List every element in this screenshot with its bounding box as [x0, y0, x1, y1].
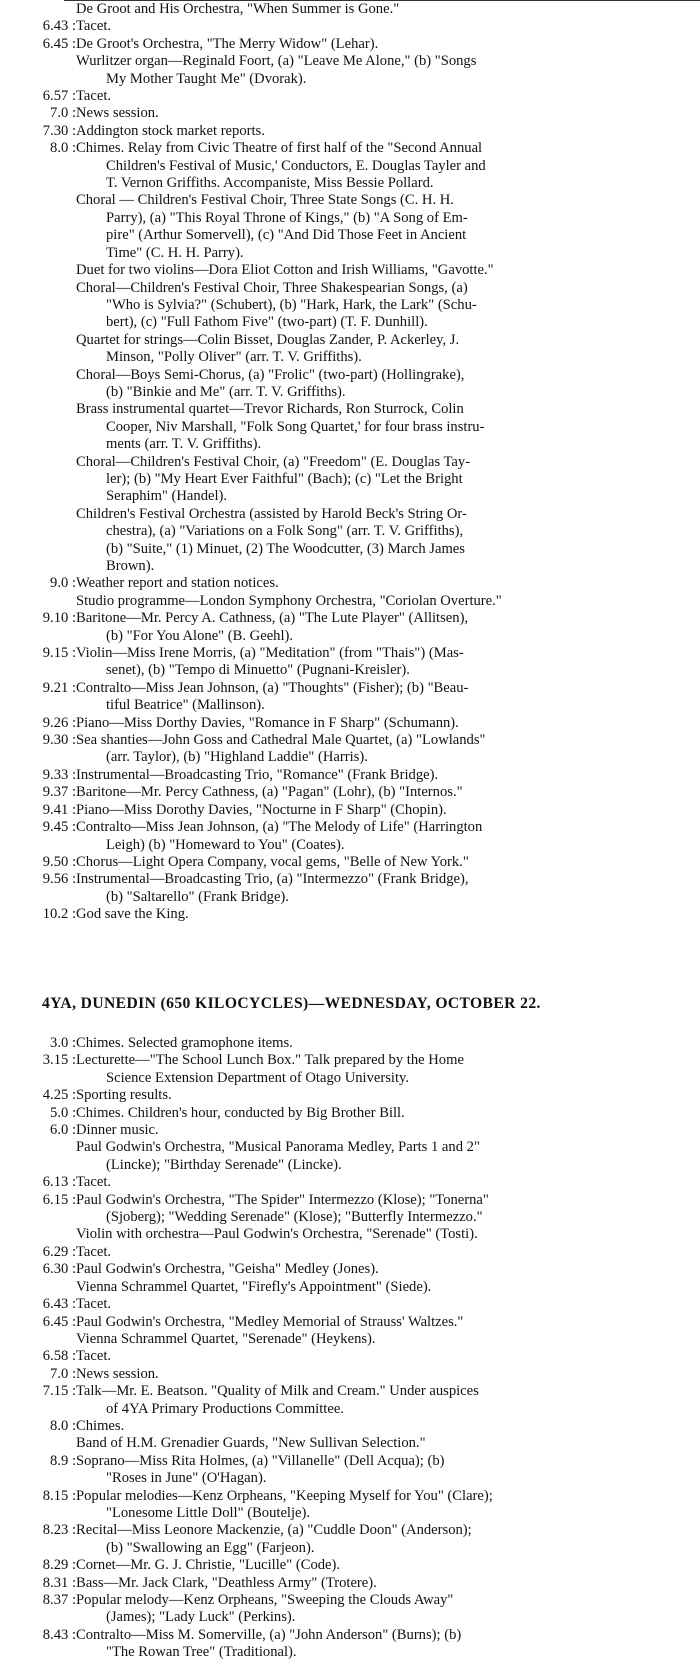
entry-time: 7.15 : [42, 1383, 76, 1400]
entry-line: Paul Godwin's Orchestra, "Musical Panorama Medley, Parts 1 and 2" [76, 1139, 480, 1156]
entry-text [76, 1488, 692, 1523]
entry-text [76, 1592, 692, 1627]
programme-entry [0, 401, 700, 453]
entry-text [76, 262, 692, 279]
entry-text [76, 140, 692, 192]
entry-text [76, 854, 692, 871]
entry-time: 8.0 : [50, 1417, 76, 1434]
entry-line: Leigh) (b) "Homeward to You" (Coates). [106, 836, 345, 853]
programme-entry [0, 1192, 700, 1227]
programme-entry [0, 367, 700, 402]
entry-line: Brass instrumental quartet—Trevor Richards, Ron Sturrock, Colin [76, 401, 464, 418]
entry-text [76, 610, 692, 645]
entry-time: 6.13 : [42, 1174, 76, 1191]
entry-text [76, 401, 692, 453]
entry-line: Vienna Schrammel Quartet, "Firefly's Appointment" (Siede). [76, 1278, 432, 1295]
entry-line: Seraphim" (Handel). [106, 488, 228, 505]
entry-line: Instrumental—Broadcasting Trio, "Romance" (Frank Bridge). [76, 766, 439, 783]
entry-time: 8.15 : [42, 1487, 76, 1504]
entry-line: Chimes. Relay from Civic Theatre of first half of the "Second Annual [76, 140, 483, 157]
entry-text [76, 280, 692, 332]
entry-time: 6.45 : [42, 1313, 76, 1330]
entry-line: News session. [76, 1365, 159, 1382]
entry-time: 9.45 : [42, 819, 76, 836]
programme-entry [0, 1139, 700, 1174]
entry-text [76, 906, 692, 923]
entry-time: 9.41 : [42, 801, 76, 818]
entry-text [76, 1627, 692, 1662]
entry-time: 6.45 : [42, 35, 76, 52]
entry-text [76, 1122, 692, 1139]
entry-time: 8.37 : [42, 1592, 76, 1608]
entry-line: My Mother Taught Me" (Dvorak). [106, 70, 307, 87]
entry-line: Cornet—Mr. G. J. Christie, "Lucille" (Code). [76, 1557, 341, 1574]
entry-line: ments (arr. T. V. Griffiths). [106, 436, 262, 453]
entry-line: Vienna Schrammel Quartet, "Serenade" (Heykens). [76, 1330, 376, 1347]
programme-entry [0, 715, 700, 732]
programme-entry [0, 1366, 700, 1383]
entry-text [76, 36, 692, 53]
programme-entry [0, 854, 700, 871]
programme-entry [0, 1522, 700, 1557]
entry-text [76, 680, 692, 715]
entry-line: Tacet. [76, 1348, 112, 1365]
entry-time: 9.50 : [42, 853, 76, 870]
entry-text [76, 1418, 692, 1435]
entry-line: Recital—Miss Leonore Mackenzie, (a) "Cuddle Doon" (Anderson); [76, 1522, 472, 1539]
entry-line: Tacet. [76, 88, 112, 105]
entry-time: 9.56 : [42, 871, 76, 888]
entry-text [76, 88, 692, 105]
entry-line: bert), (c) "Full Fathom Five" (two-part) (T. F. Dunhill). [106, 314, 428, 331]
entry-line: (James); "Lady Luck" (Perkins). [106, 1609, 296, 1626]
entry-time: 8.31 : [42, 1574, 76, 1591]
entry-line: Tacet. [76, 1243, 112, 1260]
entry-line: Lecturette—"The School Lunch Box." Talk prepared by the Home [76, 1052, 464, 1069]
entry-line: (b) "Suite," (1) Minuet, (2) The Woodcutter, (3) March James [106, 540, 465, 557]
entry-text [76, 1331, 692, 1348]
programme-entry [0, 610, 700, 645]
programme-entry [0, 680, 700, 715]
entry-line: Piano—Miss Dorthy Davies, "Romance in F Sharp" (Schumann). [76, 714, 459, 731]
entry-time: 6.30 : [42, 1261, 76, 1278]
entry-text [76, 192, 692, 262]
entry-text [76, 18, 692, 35]
entry-line: "Roses in June" (O'Hagan). [106, 1470, 267, 1487]
entry-line: tiful Beatrice" (Mallinson). [106, 697, 265, 714]
entry-line: T. Vernon Griffiths. Accompaniste, Miss Bessie Pollard. [106, 175, 434, 192]
entry-text [76, 506, 692, 576]
entry-line: Bass—Mr. Jack Clark, "Deathless Army" (Trotere). [76, 1574, 377, 1591]
programme-entry [0, 1592, 700, 1627]
entry-line: Popular melodies—Kenz Orpheans, "Keeping Myself for You" (Clare); [76, 1487, 493, 1504]
entry-time: 8.29 : [42, 1557, 76, 1574]
programme-entry [0, 53, 700, 88]
entry-line: Piano—Miss Dorothy Davies, "Nocturne in F Sharp" (Chopin). [76, 801, 447, 818]
entry-time: 9.21 : [42, 679, 76, 696]
entry-time: 5.0 : [50, 1104, 76, 1121]
programme-entry [0, 1105, 700, 1122]
entry-line: Contralto—Miss Jean Johnson, (a) "The Melody of Life" (Harrington [76, 819, 483, 836]
entry-text [76, 802, 692, 819]
entry-time: 6.58 : [42, 1348, 76, 1365]
entry-text [76, 1383, 692, 1418]
programme-entry [0, 802, 700, 819]
entry-line: Quartet for strings—Colin Bisset, Douglas Zander, P. Ackerley, J. [76, 331, 460, 348]
programme-entry [0, 454, 700, 506]
entry-line: Contralto—Miss M. Somerville, (a) "John Anderson" (Burns); (b) [76, 1626, 462, 1643]
entry-text [76, 1314, 692, 1331]
programme-entry [0, 1331, 700, 1348]
entry-text [76, 1366, 692, 1383]
programme-entry [0, 1575, 700, 1592]
entry-line: Choral—Children's Festival Choir, Three Shakespearian Songs, (a) [76, 279, 468, 296]
programme-entry [0, 784, 700, 801]
programme-entry [0, 1035, 700, 1052]
programme-entry [0, 262, 700, 279]
entry-text [76, 819, 692, 854]
entry-line: Parry), (a) "This Royal Throne of Kings," (b) "A Song of Em- [106, 209, 468, 226]
programme-entry [0, 575, 700, 592]
station-heading: 4YA, DUNEDIN (650 KILOCYCLES)—WEDNESDAY, OCTOBER 22. [42, 995, 541, 1012]
entry-line: (b) "Swallowing an Egg" (Farjeon). [106, 1539, 315, 1556]
entry-line: De Groot and His Orchestra, "When Summer is Gone." [76, 1, 400, 17]
entry-text [76, 1226, 692, 1243]
entry-time: 8.23 : [42, 1522, 76, 1539]
entry-time: 6.0 : [50, 1122, 76, 1139]
programme-entry [0, 1383, 700, 1418]
entry-line: Paul Godwin's Orchestra, "Geisha" Medley (Jones). [76, 1261, 379, 1278]
entry-line: chestra), (a) "Variations on a Folk Song" (arr. T. V. Griffiths), [106, 523, 464, 540]
entry-text [76, 715, 692, 732]
entry-text [76, 53, 692, 88]
programme-entry [0, 1314, 700, 1331]
entry-time: 9.30 : [42, 732, 76, 749]
entry-text [76, 784, 692, 801]
entry-text [76, 1279, 692, 1296]
entry-line: (b) "For You Alone" (B. Geehl). [106, 627, 294, 644]
programme-entry [0, 1, 700, 18]
entry-line: Duet for two violins—Dora Eliot Cotton and Irish Williams, "Gavotte." [76, 262, 494, 279]
entry-line: (Sjoberg); "Wedding Serenade" (Klose); "Butterfly Intermezzo." [106, 1209, 483, 1226]
entry-line: Chorus—Light Opera Company, vocal gems, "Belle of New York." [76, 853, 469, 870]
programme-section-1 [0, 1, 700, 924]
entry-line: Choral—Boys Semi-Chorus, (a) "Frolic" (two-part) (Hollingrake), [76, 366, 465, 383]
programme-entry [0, 332, 700, 367]
entry-line: Choral—Children's Festival Choir, (a) "Freedom" (E. Douglas Tay- [76, 453, 471, 470]
entry-line: Tacet. [76, 1296, 112, 1313]
entry-time: 7.0 : [50, 1365, 76, 1382]
programme-entry [0, 906, 700, 923]
entry-line: pire" (Arthur Somervell), (c) "And Did Those Feet in Ancient [106, 227, 467, 244]
entry-text [76, 1557, 692, 1574]
entry-time: 9.26 : [42, 714, 76, 731]
programme-entry [0, 192, 700, 262]
programme-entry [0, 280, 700, 332]
entry-text [76, 1087, 692, 1104]
programme-entry [0, 105, 700, 122]
entry-line: Sea shanties—John Goss and Cathedral Male Quartet, (a) "Lowlands" [76, 732, 486, 749]
entry-line: "Lonesome Little Doll" (Boutelje). [106, 1504, 311, 1521]
programme-entry [0, 1244, 700, 1261]
entry-time: 7.0 : [50, 105, 76, 122]
entry-line: Brown). [106, 558, 155, 574]
programme-entry [0, 1296, 700, 1313]
entry-text [76, 1348, 692, 1365]
entry-time: 9.15 : [42, 645, 76, 662]
programme-entry [0, 1453, 700, 1488]
entry-text [76, 454, 692, 506]
programme-section-2 [0, 1035, 700, 1662]
entry-line: "The Rowan Tree" (Traditional). [106, 1644, 297, 1661]
entry-line: Wurlitzer organ—Reginald Foort, (a) "Leave Me Alone," (b) "Songs [76, 53, 477, 70]
entry-line: Violin with orchestra—Paul Godwin's Orchestra, "Serenade" (Tosti). [76, 1226, 478, 1243]
programme-entry [0, 767, 700, 784]
entry-text [76, 1139, 692, 1174]
entry-line: Weather report and station notices. [76, 575, 279, 592]
programme-entry [0, 871, 700, 906]
entry-line: senet), (b) "Tempo di Minuetto" (Pugnani-Kreisler). [106, 662, 410, 679]
entry-text [76, 105, 692, 122]
entry-time: 6.29 : [42, 1243, 76, 1260]
entry-text [76, 123, 692, 140]
entry-text [76, 1296, 692, 1313]
programme-entry [0, 1122, 700, 1139]
entry-text [76, 1052, 692, 1087]
entry-text [76, 1192, 692, 1227]
programme-entry [0, 645, 700, 680]
programme-entry [0, 819, 700, 854]
programme-entry [0, 1261, 700, 1278]
programme-entry [0, 1174, 700, 1191]
entry-line: Sporting results. [76, 1087, 172, 1104]
entry-line: Talk—Mr. E. Beatson. "Quality of Milk and Cream." Under auspices [76, 1383, 479, 1400]
entry-text [76, 871, 692, 906]
entry-line: Baritone—Mr. Percy Cathness, (a) "Pagan" (Lohr), (b) "Internos." [76, 784, 463, 801]
programme-entry [0, 36, 700, 53]
entry-line: Paul Godwin's Orchestra, "The Spider" Intermezzo (Klose); "Tonerna" [76, 1191, 489, 1208]
entry-time: 8.9 : [50, 1452, 76, 1469]
entry-text [76, 1174, 692, 1191]
entry-time: 8.43 : [42, 1626, 76, 1643]
programme-entry [0, 1226, 700, 1243]
programme-entry [0, 88, 700, 105]
entry-text [76, 1035, 692, 1052]
entry-time: 9.0 : [50, 575, 76, 592]
entry-line: of 4YA Primary Productions Committee. [106, 1400, 344, 1417]
entry-time: 10.2 : [42, 906, 76, 923]
entry-time: 3.15 : [42, 1052, 76, 1069]
entry-text [76, 732, 692, 767]
entry-line: Minson, "Polly Oliver" (arr. T. V. Griffiths). [106, 349, 362, 366]
entry-text [76, 367, 692, 402]
entry-line: Violin—Miss Irene Morris, (a) "Meditation" (from "Thais") (Mas- [76, 645, 464, 662]
programme-entry [0, 1279, 700, 1296]
entry-line: News session. [76, 105, 159, 122]
entry-line: Baritone—Mr. Percy A. Cathness, (a) "The Lute Player" (Allitsen), [76, 610, 469, 627]
entry-text [76, 767, 692, 784]
programme-entry [0, 123, 700, 140]
entry-line: Addington stock market reports. [76, 122, 265, 139]
entry-line: "Who is Sylvia?" (Schubert), (b) "Hark, Hark, the Lark" (Schu- [106, 296, 477, 313]
entry-line: ler); (b) "My Heart Ever Faithful" (Bach); (c) "Let the Bright [106, 470, 463, 487]
entry-line: Children's Festival of Music,' Conductors, E. Douglas Tayler and [106, 157, 486, 174]
entry-time: 9.37 : [42, 784, 76, 801]
entry-text [76, 593, 692, 610]
entry-line: Instrumental—Broadcasting Trio, (a) "Intermezzo" (Frank Bridge), [76, 871, 469, 888]
entry-time: 3.0 : [50, 1035, 76, 1051]
programme-entry [0, 1052, 700, 1087]
entry-time: 4.25 : [42, 1087, 76, 1104]
programme-entry [0, 1488, 700, 1523]
programme-entry [0, 732, 700, 767]
entry-line: (Lincke); "Birthday Serenade" (Lincke). [106, 1156, 342, 1173]
entry-line: Time" (C. H. H. Parry). [106, 244, 244, 261]
entry-line: Chimes. Children's hour, conducted by Big Brother Bill. [76, 1104, 405, 1121]
programme-entry [0, 1348, 700, 1365]
programme-entry [0, 1435, 700, 1452]
entry-text [76, 1453, 692, 1488]
entry-line: Cooper, Niv Marshall, "Folk Song Quartet,' for four brass instru- [106, 418, 485, 435]
entry-line: Band of H.M. Grenadier Guards, "New Sullivan Selection." [76, 1435, 426, 1452]
entry-line: Soprano—Miss Rita Holmes, (a) "Villanelle" (Dell Acqua); (b) [76, 1452, 445, 1469]
programme-entry [0, 593, 700, 610]
entry-line: Choral — Children's Festival Choir, Three State Songs (C. H. H. [76, 192, 454, 209]
entry-text [76, 332, 692, 367]
entry-text [76, 1575, 692, 1592]
entry-line: Contralto—Miss Jean Johnson, (a) "Thoughts" (Fisher); (b) "Beau- [76, 679, 469, 696]
entry-line: Paul Godwin's Orchestra, "Medley Memorial of Strauss' Waltzes." [76, 1313, 464, 1330]
programme-entry [0, 18, 700, 35]
entry-time: 8.0 : [50, 140, 76, 157]
entry-time: 6.43 : [42, 18, 76, 35]
entry-time: 6.57 : [42, 88, 76, 105]
entry-text [76, 1105, 692, 1122]
programme-entry [0, 140, 700, 192]
entry-line: De Groot's Orchestra, "The Merry Widow" (Lehar). [76, 35, 379, 52]
entry-text [76, 645, 692, 680]
entry-time: 6.15 : [42, 1191, 76, 1208]
entry-line: Studio programme—London Symphony Orchestra, "Coriolan Overture." [76, 592, 502, 609]
entry-text [76, 575, 692, 592]
entry-line: (b) "Saltarello" (Frank Bridge). [106, 888, 289, 905]
entry-line: Dinner music. [76, 1122, 159, 1139]
entry-line: Children's Festival Orchestra (assisted by Harold Beck's String Or- [76, 505, 467, 522]
entry-time: 9.10 : [42, 610, 76, 627]
entry-text [76, 1244, 692, 1261]
programme-entry [0, 1557, 700, 1574]
entry-line: Tacet. [76, 18, 112, 35]
entry-text [76, 1435, 692, 1452]
programme-entry [0, 1418, 700, 1435]
entry-text [76, 1, 692, 18]
entry-line: Science Extension Department of Otago University. [106, 1069, 410, 1086]
entry-text [76, 1261, 692, 1278]
entry-line: God save the King. [76, 906, 189, 923]
programme-entry [0, 1087, 700, 1104]
entry-line: (arr. Taylor), (b) "Highland Laddie" (Harris). [106, 749, 368, 766]
entry-time: 6.43 : [42, 1296, 76, 1313]
entry-time: 7.30 : [42, 122, 76, 139]
entry-text [76, 1522, 692, 1557]
entry-line: Chimes. [76, 1417, 125, 1434]
entry-line: Popular melody—Kenz Orpheans, "Sweeping the Clouds Away" [76, 1592, 454, 1608]
entry-line: (b) "Binkie and Me" (arr. T. V. Griffiths). [106, 383, 346, 400]
entry-line: Chimes. Selected gramophone items. [76, 1035, 293, 1051]
programme-entry [0, 1627, 700, 1662]
entry-line: Tacet. [76, 1174, 112, 1191]
entry-time: 9.33 : [42, 766, 76, 783]
programme-entry [0, 506, 700, 576]
